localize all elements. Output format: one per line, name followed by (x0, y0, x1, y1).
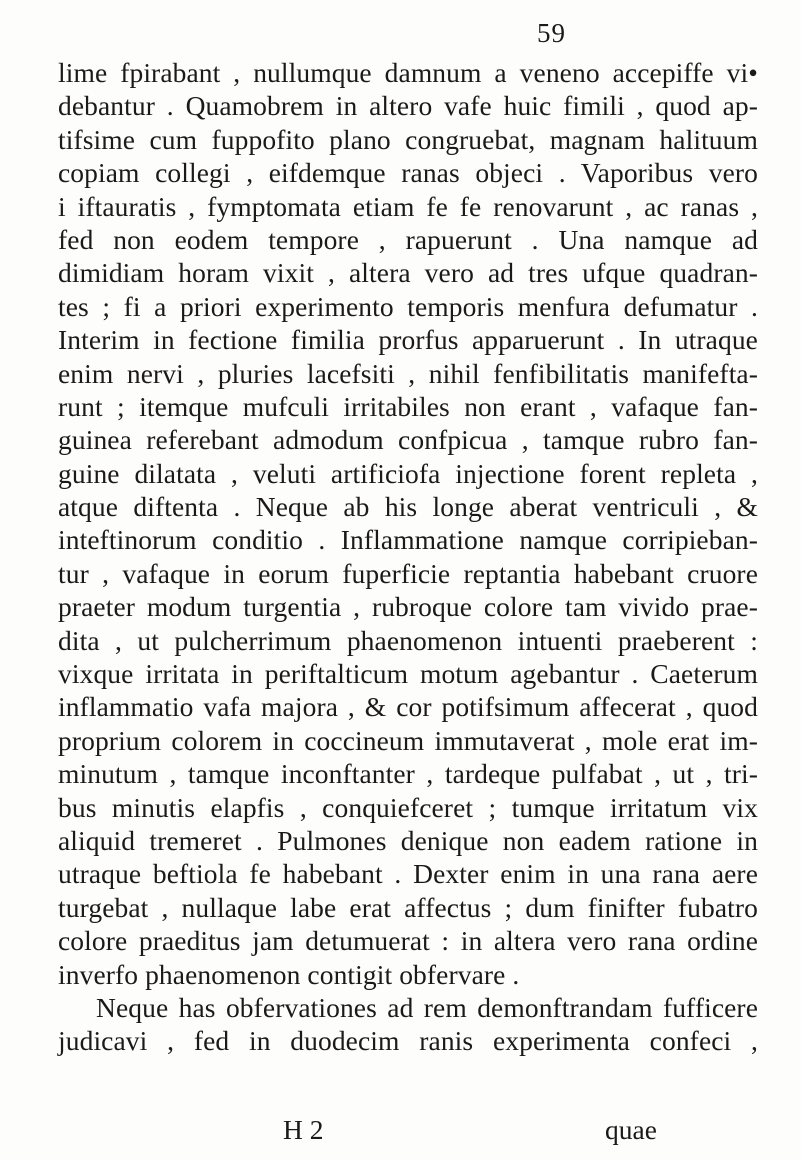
text-line: Interim in fectione fimilia prorfus apparuerunt . In utraque (58, 324, 758, 356)
text-line: inflammatio vafa majora , & cor potifsimum affecerat , quod (58, 691, 758, 723)
text-line: guinea referebant admodum confpicua , tamque rubro fan- (58, 424, 758, 456)
text-line: praeter modum turgentia , rubroque colore tam vivido prae- (58, 591, 758, 623)
text-line: colore praeditus jam detumuerat : in altera vero rana ordine (58, 925, 758, 957)
text-line: tifsime cum fuppofito plano congruebat, magnam halituum (58, 123, 758, 155)
text-line: turgebat , nullaque labe erat affectus ; dum finifter fubatro (58, 891, 758, 923)
signature-mark: H 2 (283, 1114, 324, 1145)
text-line: vixque irritata in periftalticum motum agebantur . Caeterum (58, 658, 758, 690)
text-line: judicavi , fed in duodecim ranis experimenta confeci , (58, 1025, 758, 1057)
text-line: runt ; itemque mufculi irritabiles non erant , vafaque fan- (58, 390, 758, 422)
text-line: proprium colorem in coccineum immutaverat , mole erat im- (58, 724, 758, 756)
text-line: copiam collegi , eifdemque ranas objeci . Vaporibus vero (58, 157, 758, 189)
text-line: tes ; fi a priori experimento temporis menfura defumatur . (58, 290, 758, 322)
paragraph-start-line: Neque has obfervationes ad rem demonftrandam fufficere (96, 991, 758, 1023)
text-line: bus minutis elapfis , conquiefceret ; tumque irritatum vix (58, 791, 758, 823)
text-line: dimidiam horam vixit , altera vero ad tres ufque quadran- (58, 257, 758, 289)
page-footer (58, 1113, 758, 1147)
catchword: quae (605, 1114, 657, 1145)
text-line: guine dilatata , veluti artificiofa injectione forent repleta , (58, 457, 758, 489)
text-line: i iftauratis , fymptomata etiam fe fe renovarunt , ac ranas , (58, 190, 758, 222)
body-text (58, 56, 758, 1058)
text-line: inteftinorum conditio . Inflammatione namque corripieban- (58, 524, 758, 556)
text-line: enim nervi , pluries lacefsiti , nihil fenfibilitatis manifefta- (58, 357, 758, 389)
text-line: utraque beftiola fe habebant . Dexter enim in una rana aere (58, 858, 758, 890)
page-number: 59 (537, 18, 566, 48)
text-line: fed non eodem tempore , rapuerunt . Una namque ad (58, 223, 758, 255)
text-line: inverfo phaenomenon contigit obfervare . (58, 958, 520, 990)
text-line: aliquid tremeret . Pulmones denique non eadem ratione in (58, 824, 758, 856)
text-line: debantur . Quamobrem in altero vafe huic fimili , quod ap- (58, 90, 758, 122)
text-line: lime fpirabant , nullumque damnum a veneno accepiffe vi• (58, 57, 758, 88)
text-line: atque diftenta . Neque ab his longe aberat ventriculi , & (58, 491, 758, 523)
text-line: dita , ut pulcherrimum phaenomenon intuenti praeberent : (58, 624, 758, 656)
text-line: minutum , tamque inconftanter , tardeque pulfabat , ut , tri- (58, 758, 758, 790)
text-line: tur , vafaque in eorum fuperficie reptantia habebant cruore (58, 557, 758, 589)
